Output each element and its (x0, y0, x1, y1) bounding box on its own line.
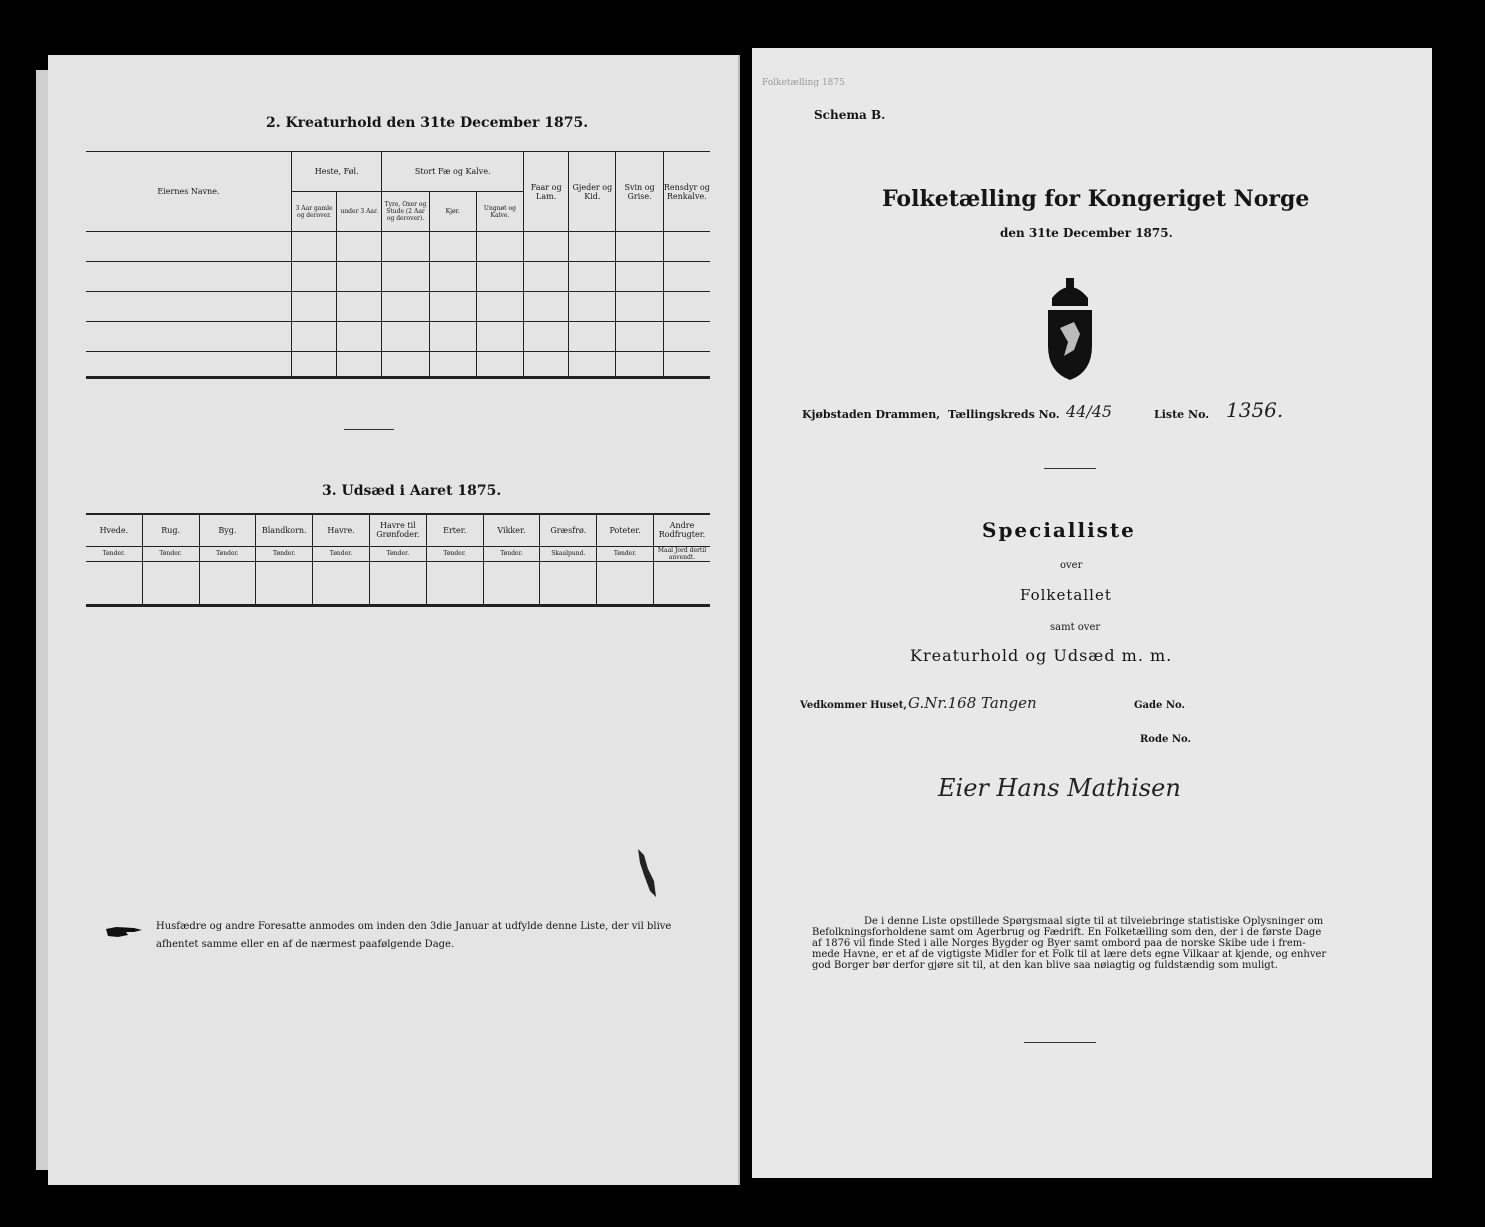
sowing-header: Erter. (426, 514, 483, 546)
section2-title: 2. Kreaturhold den 31te December 1875. (266, 115, 589, 131)
sowing-header: Havre. (313, 514, 370, 546)
liste-label: Liste No. (1154, 408, 1210, 421)
col-heste: Heste, Føl. (291, 152, 381, 192)
sowing-header: Byg. (199, 514, 256, 546)
sowing-header: Blandkorn. (256, 514, 313, 546)
table-row (86, 292, 710, 322)
folketallet-label: Folketallet (1020, 586, 1112, 604)
sowing-header: Havre til Grønfoder. (369, 514, 426, 546)
kreds-label: Tællingskreds No. (948, 408, 1060, 421)
samt-over-label: samt over (1050, 622, 1101, 633)
col-ungnot: Ungnøt og Kalve. (476, 192, 523, 232)
left-page (48, 55, 740, 1185)
sowing-header: Hvede. (86, 514, 142, 546)
sowing-header: Vikker. (483, 514, 540, 546)
sowing-cell (540, 561, 597, 605)
sowing-unit: Maal Jord dertil anvendt. (653, 546, 710, 561)
sowing-table (86, 513, 710, 607)
sowing-unit: Tønder. (597, 546, 654, 561)
sowing-header: Rug. (142, 514, 199, 546)
col-heste-under3: under 3 Aar. (337, 192, 382, 232)
notice-line-1: Husfædre og andre Foresatte anmodes om inden den 3die Januar at udfylde denne Liste, der vil blive (156, 921, 672, 932)
kreaturhold-label: Kreaturhold og Udsæd m. m. (910, 646, 1173, 665)
col-heste-3aar: 3 Aar gamle og derover. (291, 192, 336, 232)
sowing-header: Græsfrø. (540, 514, 597, 546)
vedkommer-label: Vedkommer Huset, (800, 700, 907, 711)
schema-label: Schema B. (814, 108, 886, 122)
sowing-cell (199, 561, 256, 605)
sowing-cell (142, 561, 199, 605)
bleed-through-text: Folketælling 1875 (762, 78, 845, 88)
livestock-table (86, 151, 710, 379)
col-gjeder: Gjeder og Kid. (569, 152, 616, 232)
date-line: den 31te December 1875. (1000, 226, 1173, 240)
sowing-unit: Tønder. (483, 546, 540, 561)
sowing-unit: Tønder. (426, 546, 483, 561)
col-faar: Faar og Lam. (524, 152, 569, 232)
special-title: Specialliste (982, 518, 1136, 542)
sowing-unit: Tønder. (199, 546, 256, 561)
coat-of-arms-icon (1040, 276, 1100, 384)
sowing-cell (426, 561, 483, 605)
col-stort-fae: Stort Fæ og Kalve. (382, 152, 524, 192)
notice-line-2: afhentet samme eller en af de nærmest paafølgende Dage. (156, 939, 455, 950)
over-label: over (1060, 560, 1083, 571)
table-row (86, 352, 710, 378)
paragraph-line: af 1876 vil finde Sted i alle Norges Bygder og Byer samt ombord paa de norske Skibe ude i frem- (812, 938, 1306, 949)
rode-label: Rode No. (1140, 734, 1191, 745)
sowing-cell (597, 561, 654, 605)
sowing-cell (483, 561, 540, 605)
col-owner-names: Eiernes Navne. (86, 152, 291, 232)
liste-number: 1356. (1226, 398, 1284, 422)
ink-blot (634, 845, 660, 905)
paragraph-line: god Borger bør derfor gjøre sit til, at den kan blive saa nøiagtig og fuldstændig som muligt. (812, 960, 1278, 971)
sowing-unit: Tønder. (369, 546, 426, 561)
sowing-cell (653, 561, 710, 605)
sowing-header: Poteter. (597, 514, 654, 546)
table-row (86, 322, 710, 352)
divider (344, 429, 394, 430)
owner-signature: Eier Hans Mathisen (938, 774, 1181, 802)
main-title: Folketælling for Kongeriget Norge (882, 186, 1310, 212)
col-kjor: Kjør. (429, 192, 476, 232)
sowing-unit: Tønder. (256, 546, 313, 561)
gade-label: Gade No. (1134, 700, 1185, 711)
col-rensdyr: Rensdyr og Renkalve. (663, 152, 710, 232)
paragraph-line: mede Havne, er et af de vigtigste Midler for et Folk til at lære dets egne Vilkaar at kjende, og enhver (812, 949, 1327, 960)
sowing-cell (86, 561, 142, 605)
sowing-unit: Tønder. (86, 546, 142, 561)
sowing-header: Andre Rodfrugter. (653, 514, 710, 546)
sowing-cell (369, 561, 426, 605)
paragraph-line: Befolkningsforholdene samt om Agerbrug og Fædrift. En Folketælling som den, der i de første Dage (812, 927, 1322, 938)
house-address: G.Nr.168 Tangen (908, 694, 1037, 712)
right-page (752, 48, 1432, 1178)
paragraph-line: De i denne Liste opstillede Spørgsmaal sigte til at tilveiebringe statistiske Oplysninger om (864, 916, 1324, 927)
explanation-paragraph (812, 916, 1372, 971)
sowing-unit: Tønder. (313, 546, 370, 561)
kreds-number: 44/45 (1066, 402, 1113, 421)
col-tyre: Tyre, Oxer og Stude (2 Aar og derover). (382, 192, 429, 232)
section3-title: 3. Udsæd i Aaret 1875. (322, 483, 502, 499)
sowing-cell (313, 561, 370, 605)
kjobstad-label: Kjøbstaden Drammen, (802, 408, 941, 421)
sowing-cell (256, 561, 313, 605)
divider (1044, 468, 1096, 469)
table-row (86, 262, 710, 292)
pointing-hand-icon (104, 923, 144, 941)
table-row (86, 232, 710, 262)
sowing-unit: Skaalpund. (540, 546, 597, 561)
divider (1024, 1042, 1096, 1043)
col-svin: Svin og Grise. (616, 152, 663, 232)
sowing-unit: Tønder. (142, 546, 199, 561)
